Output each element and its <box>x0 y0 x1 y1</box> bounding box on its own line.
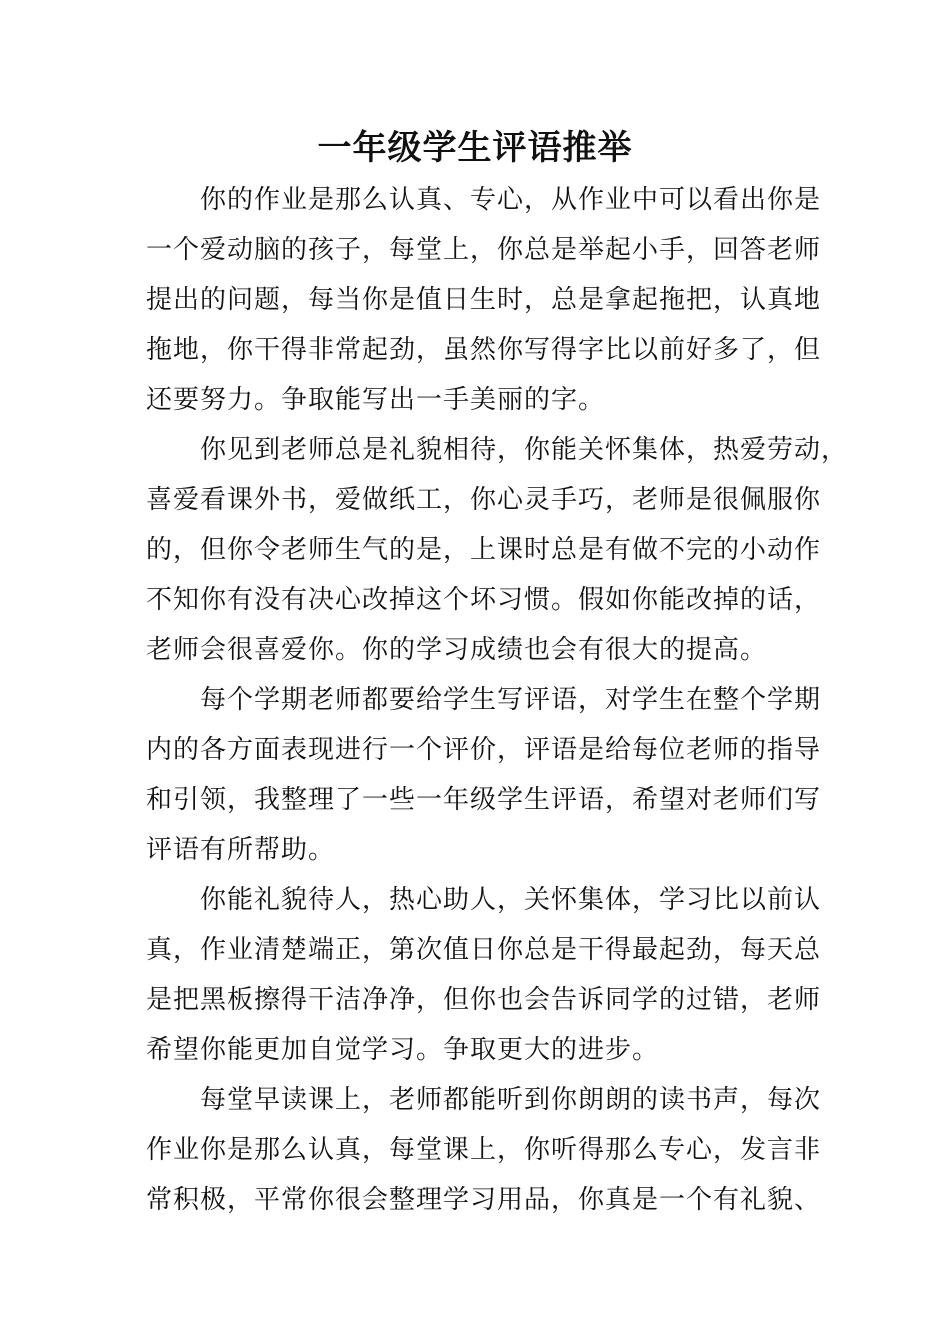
paragraph-1-line-1: 你的作业是那么认真、专心，从作业中可以看出你是 <box>200 185 822 215</box>
paragraph-4-line-2: 真，作业清楚端正，第次值日你总是干得最起劲，每天总 <box>146 935 822 965</box>
paragraph-4-line-3: 是把黑板擦得干洁净净，但你也会告诉同学的过错，老师 <box>146 985 822 1015</box>
paragraph-5-line-2: 作业你是那么认真，每堂课上，你听得那么专心，发言非 <box>146 1135 822 1165</box>
paragraph-1-line-5: 还要努力。争取能写出一手美丽的字。 <box>146 385 606 415</box>
paragraph-5-line-1: 每堂早读课上，老师都能听到你朗朗的读书声，每次 <box>200 1085 822 1115</box>
paragraph-3-line-2: 内的各方面表现进行一个评价，评语是给每位老师的指导 <box>146 735 822 765</box>
paragraph-3-line-3: 和引领，我整理了一些一年级学生评语，希望对老师们写 <box>146 785 822 815</box>
document-title: 一年级学生评语推举 <box>317 128 633 168</box>
paragraph-1-line-2: 一个爱动脑的孩子，每堂上，你总是举起小手，回答老师 <box>146 235 822 265</box>
paragraph-4-line-4: 希望你能更加自觉学习。争取更大的进步。 <box>146 1035 660 1065</box>
paragraph-3-line-4: 评语有所帮助。 <box>146 835 336 865</box>
paragraph-2-line-2: 喜爱看课外书，爱做纸工，你心灵手巧，老师是很佩服你 <box>146 485 822 515</box>
paragraph-4-line-1: 你能礼貌待人，热心助人，关怀集体，学习比以前认 <box>200 885 822 915</box>
paragraph-2-line-3: 的，但你令老师生气的是，上课时总是有做不完的小动作 <box>146 535 822 565</box>
paragraph-2-line-4: 不知你有没有决心改掉这个坏习惯。假如你能改掉的话， <box>146 585 822 615</box>
paragraph-5-line-3: 常积极，平常你很会整理学习用品，你真是一个有礼貌、 <box>146 1185 822 1215</box>
paragraph-2-line-1: 你见到老师总是礼貌相待，你能关怀集体，热爱劳动， <box>200 435 849 465</box>
paragraph-1-line-4: 拖地，你干得非常起劲，虽然你写得字比以前好多了，但 <box>146 335 822 365</box>
paragraph-2-line-5: 老师会很喜爱你。你的学习成绩也会有很大的提高。 <box>146 635 768 665</box>
paragraph-3-line-1: 每个学期老师都要给学生写评语，对学生在整个学期 <box>200 685 822 715</box>
paragraph-1-line-3: 提出的问题，每当你是值日生时，总是拿起拖把，认真地 <box>146 285 822 315</box>
